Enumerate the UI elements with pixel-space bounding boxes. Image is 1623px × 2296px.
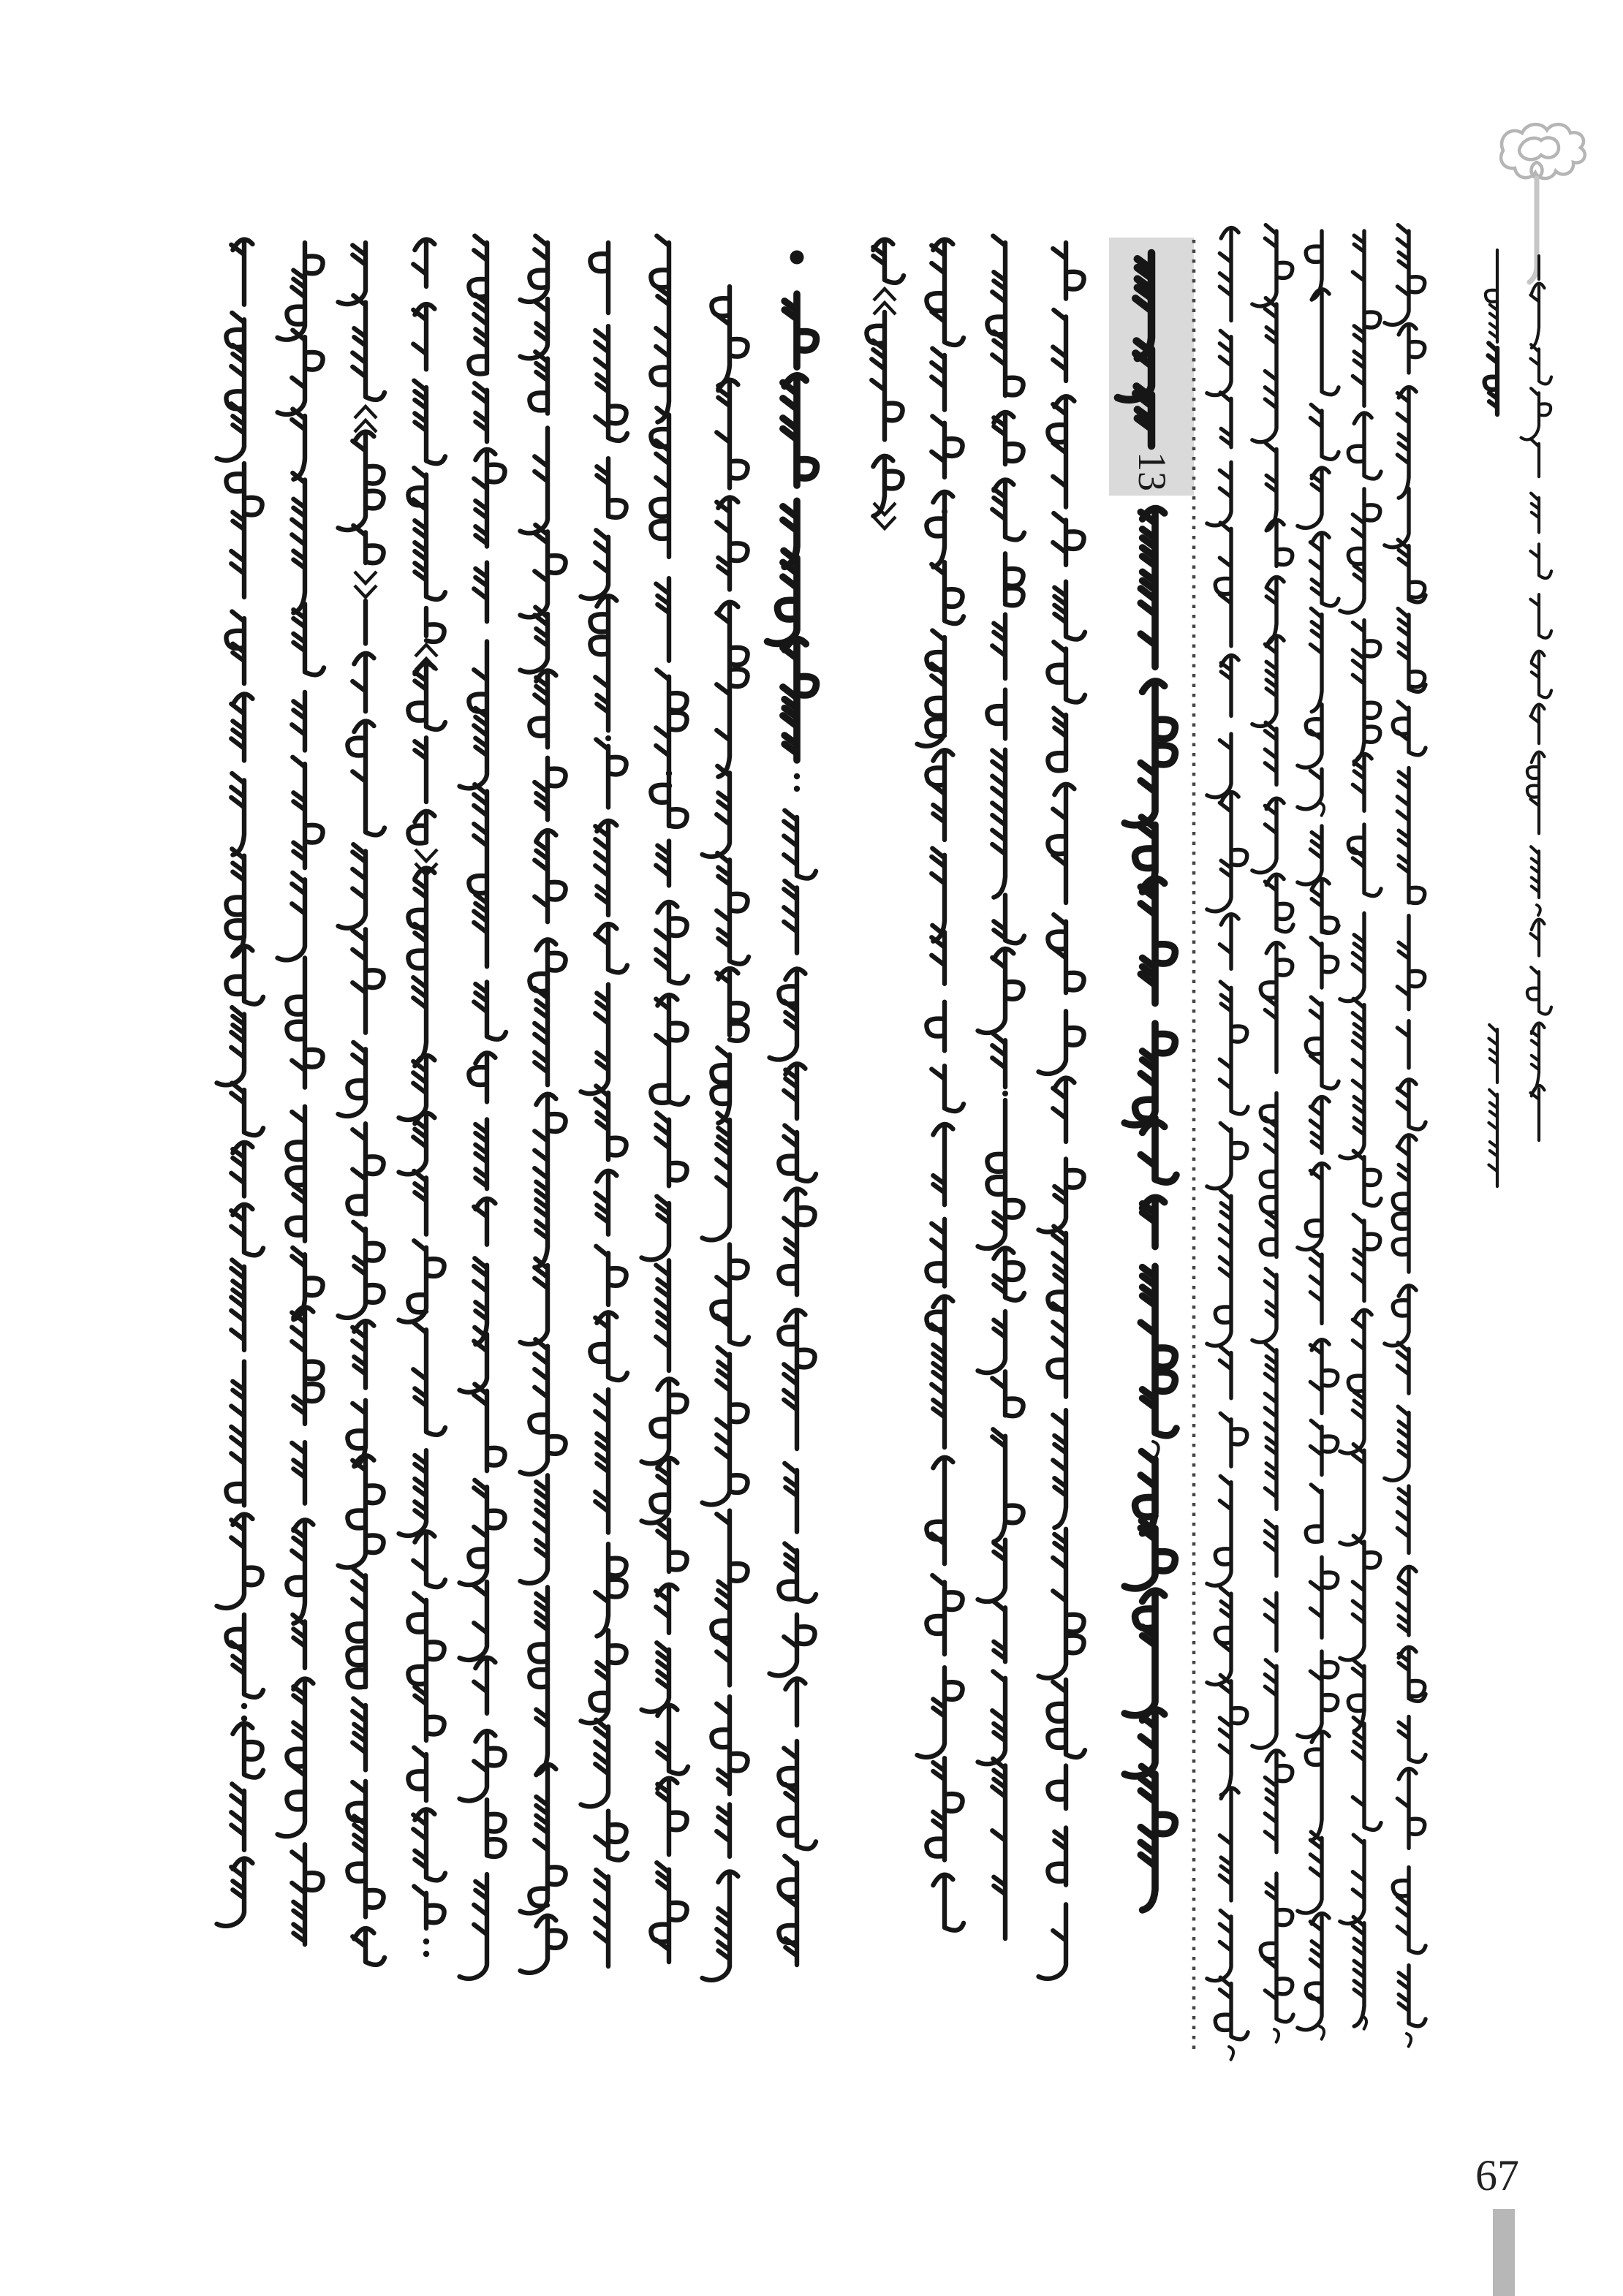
mongolian-text-column xyxy=(1521,256,1551,1140)
mongolian-text-column xyxy=(978,236,1024,1939)
mongolian-text-column xyxy=(338,243,385,1965)
mongolian-text-column xyxy=(1252,225,1293,2042)
mongolian-text-column xyxy=(1385,225,1426,2047)
mongolian-text-column xyxy=(460,236,506,1979)
mongolian-text-column xyxy=(1485,250,1497,1186)
mongolian-text-column xyxy=(217,240,263,1926)
mongolian-text-column xyxy=(1298,231,1339,2039)
decorative-flourish-icon xyxy=(1501,124,1585,282)
page-edge-tab xyxy=(1493,2209,1515,2296)
mongolian-script-columns xyxy=(217,225,1551,2060)
mongolian-text-column xyxy=(581,243,627,1966)
mongolian-text-column xyxy=(1207,228,1248,2060)
lesson-number: 13 xyxy=(1130,452,1174,491)
page-number: 67 xyxy=(1475,2151,1519,2200)
mongolian-text-column xyxy=(278,243,324,1944)
mongolian-text-column xyxy=(703,287,749,1980)
mongolian-text-column xyxy=(1340,231,1381,2029)
mongolian-text-column xyxy=(521,236,566,1973)
mongolian-text-column xyxy=(768,251,817,1966)
mongolian-text-column xyxy=(642,236,688,1962)
mongolian-text-column xyxy=(1039,243,1085,1979)
mongolian-text-column xyxy=(866,240,904,528)
mongolian-text-column xyxy=(399,240,445,1958)
mongolian-text-column xyxy=(1124,509,1176,1910)
mongolian-text-column xyxy=(918,240,964,1931)
